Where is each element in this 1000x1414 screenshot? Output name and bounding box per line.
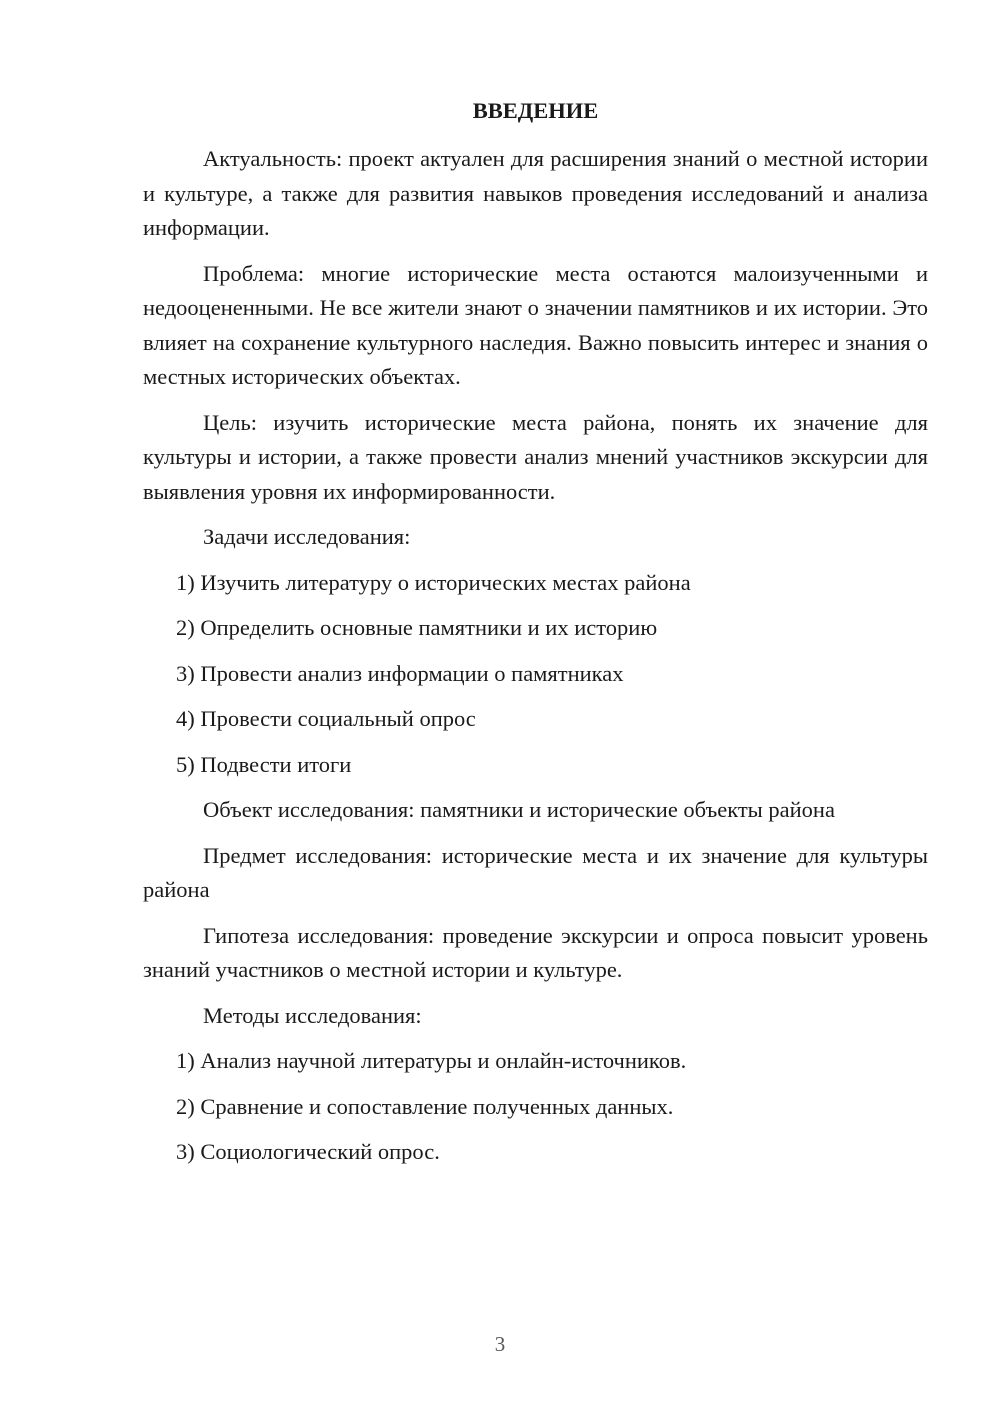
list-item: 3) Социологический опрос. bbox=[176, 1139, 440, 1164]
methods-list bbox=[143, 1044, 928, 1170]
subject-paragraph: Предмет исследования: исторические места и их значение для культуры района bbox=[143, 842, 928, 902]
page-number: 3 bbox=[494, 1332, 506, 1356]
list-item: 4) Провести социальный опрос bbox=[176, 706, 476, 731]
page-title: ВВЕДЕНИЕ bbox=[472, 98, 599, 123]
object-paragraph: Объект исследования: памятники и исторические объекты района bbox=[203, 797, 835, 822]
hypothesis-paragraph: Гипотеза исследования: проведение экскурсии и опроса повысит уровень знаний участников о местной истории и культуре. bbox=[143, 922, 928, 982]
methods-heading: Методы исследования: bbox=[203, 1002, 422, 1028]
list-item: 1) Анализ научной литературы и онлайн-источников. bbox=[176, 1048, 687, 1073]
list-item: 2) Сравнение и сопоставление полученных данных. bbox=[176, 1093, 674, 1119]
relevance-paragraph: Актуальность: проект актуален для расширения знаний о местной истории и культуре, а также для развития навыков проведения исследований и анализа информации. bbox=[143, 146, 928, 240]
goal-paragraph: Цель: изучить исторические места района, понять их значение для культуры и истории, а также провести анализ мнений участников экскурсии для выявления уровня их информированности. bbox=[143, 409, 928, 504]
list-item: 1) Изучить литературу о исторических местах района bbox=[176, 569, 691, 595]
problem-paragraph: Проблема: многие исторические места остаются малоизученными и недооцененными. Не все жители знают о значении памятников и их истории. Это влияет на сохранение культурного наследия. Важно повысить интерес и знания о местных исторических объектах. bbox=[143, 260, 928, 389]
list-item: 5) Подвести итоги bbox=[176, 751, 352, 777]
list-item: 3) Провести анализ информации о памятниках bbox=[176, 660, 624, 686]
page-content bbox=[143, 96, 928, 1181]
tasks-heading: Задачи исследования: bbox=[203, 524, 411, 549]
list-item: 2) Определить основные памятники и их историю bbox=[176, 615, 658, 640]
tasks-list bbox=[143, 566, 928, 783]
